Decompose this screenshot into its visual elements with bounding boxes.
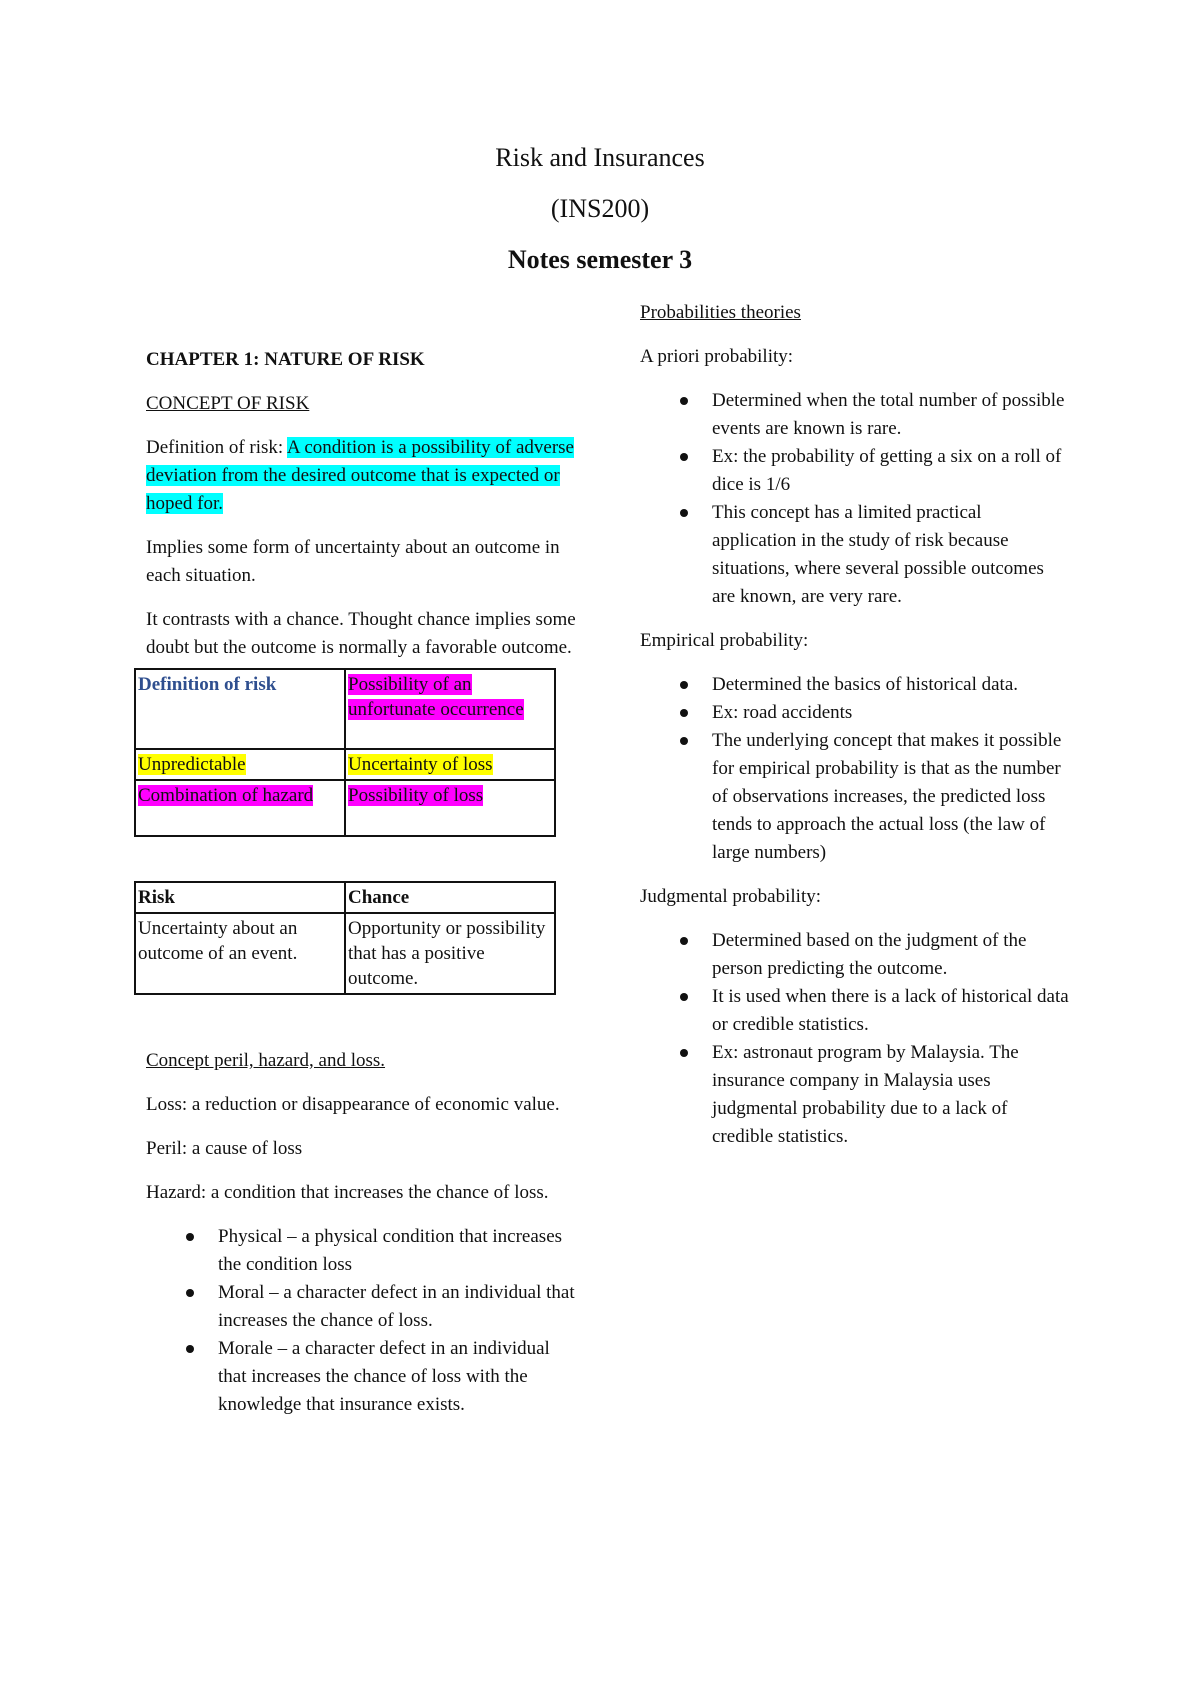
table-header-chance: Chance xyxy=(345,882,555,913)
table-cell xyxy=(345,669,555,749)
definition-of-risk-header: Definition of risk xyxy=(138,674,277,695)
table-cell-text: Unpredictable xyxy=(138,754,246,775)
list-item-text: This concept has a limited practical application in the study of risk because situations, where several possible outcomes are known, are very rare. xyxy=(712,502,1044,607)
probabilities-heading: Probabilities theories xyxy=(640,302,801,323)
hazard-list xyxy=(146,1223,576,1419)
list-item xyxy=(640,499,1070,611)
table-cell-text: Possibility of loss xyxy=(348,785,484,806)
definition-text: A condition is a possibility of adverse deviation from the desired outcome that is expected or hoped for. xyxy=(146,437,574,514)
list-item xyxy=(640,983,1070,1039)
table-row xyxy=(135,882,555,913)
bullet-icon xyxy=(680,509,688,517)
risk-definition-table xyxy=(134,668,556,837)
definition-label: Definition of risk: xyxy=(146,437,287,458)
bullet-icon xyxy=(186,1345,194,1353)
judgmental-label: Judgmental probability: xyxy=(640,886,822,907)
table-cell xyxy=(345,780,555,836)
judgmental-list xyxy=(640,927,1070,1151)
left-column xyxy=(138,346,576,1435)
list-item xyxy=(640,671,1070,699)
bullet-icon xyxy=(680,397,688,405)
list-item xyxy=(640,387,1070,443)
apriori-label: A priori probability: xyxy=(640,346,794,367)
table-cell xyxy=(345,749,555,780)
empirical-label: Empirical probability: xyxy=(640,630,809,651)
list-item-text: Physical – a physical condition that increases the condition loss xyxy=(218,1226,563,1275)
bullet-icon xyxy=(680,1049,688,1057)
bullet-icon xyxy=(186,1233,194,1241)
chance-paragraph: It contrasts with a chance. Thought chance implies some doubt but the outcome is normally a favorable outcome. xyxy=(146,609,576,658)
table-cell-text: Uncertainty of loss xyxy=(348,754,493,775)
bullet-icon xyxy=(680,709,688,717)
list-item xyxy=(640,699,1070,727)
bullet-icon xyxy=(680,737,688,745)
list-item-text: Determined when the total number of possible events are known is rare. xyxy=(712,390,1065,439)
list-item xyxy=(640,927,1070,983)
table-cell: Opportunity or possibility that has a positive outcome. xyxy=(345,913,555,994)
list-item xyxy=(146,1335,576,1419)
list-item xyxy=(146,1223,576,1279)
document-title: Risk and Insurances xyxy=(495,143,705,172)
list-item xyxy=(146,1279,576,1335)
course-code: (INS200) xyxy=(550,194,650,223)
list-item xyxy=(640,1039,1070,1151)
hazard-definition: Hazard: a condition that increases the chance of loss. xyxy=(146,1182,549,1203)
table-cell xyxy=(135,749,345,780)
list-item xyxy=(640,727,1070,867)
list-item-text: Determined the basics of historical data. xyxy=(712,674,1019,695)
chapter-heading: CHAPTER 1: NATURE OF RISK xyxy=(146,349,425,370)
table-cell: Uncertainty about an outcome of an event. xyxy=(135,913,345,994)
peril-definition: Peril: a cause of loss xyxy=(146,1138,303,1159)
bullet-icon xyxy=(680,993,688,1001)
table-row xyxy=(135,669,555,749)
uncertainty-paragraph: Implies some form of uncertainty about an outcome in each situation. xyxy=(146,537,560,586)
list-item-text: The underlying concept that makes it possible for empirical probability is that as the number of observations increases, the predicted loss tends to approach the actual loss (the law of large numbers) xyxy=(712,730,1062,863)
table-cell xyxy=(135,669,345,749)
empirical-list xyxy=(640,671,1070,867)
apriori-list xyxy=(640,387,1070,611)
list-item-text: Ex: road accidents xyxy=(712,702,853,723)
list-item-text: It is used when there is a lack of historical data or credible statistics. xyxy=(712,986,1069,1035)
peril-heading: Concept peril, hazard, and loss. xyxy=(146,1050,386,1071)
right-column xyxy=(640,299,1070,1167)
bullet-icon xyxy=(680,937,688,945)
list-item-text: Determined based on the judgment of the person predicting the outcome. xyxy=(712,930,1027,979)
list-item-text: Ex: astronaut program by Malaysia. The insurance company in Malaysia uses judgmental probability due to a lack of credible statistics. xyxy=(712,1042,1019,1147)
definition-paragraph xyxy=(146,434,576,518)
table-row xyxy=(135,749,555,780)
table-header-risk: Risk xyxy=(135,882,345,913)
list-item-text: Moral – a character defect in an individual that increases the chance of loss. xyxy=(218,1282,575,1331)
table-cell-text: Possibility of an unfortunate occurrence xyxy=(348,674,524,720)
list-item-text: Ex: the probability of getting a six on a roll of dice is 1/6 xyxy=(712,446,1062,495)
bullet-icon xyxy=(186,1289,194,1297)
bullet-icon xyxy=(680,681,688,689)
table-cell-text: Combination of hazard xyxy=(138,785,314,806)
concept-heading: CONCEPT OF RISK xyxy=(146,393,310,414)
loss-definition: Loss: a reduction or disappearance of economic value. xyxy=(146,1094,560,1115)
table-cell xyxy=(135,780,345,836)
table-row xyxy=(135,780,555,836)
bullet-icon xyxy=(680,453,688,461)
risk-chance-table xyxy=(134,881,556,995)
list-item-text: Morale – a character defect in an individual that increases the chance of loss with the knowledge that insurance exists. xyxy=(218,1338,550,1415)
table-row xyxy=(135,913,555,994)
document-subtitle: Notes semester 3 xyxy=(507,245,693,274)
list-item xyxy=(640,443,1070,499)
